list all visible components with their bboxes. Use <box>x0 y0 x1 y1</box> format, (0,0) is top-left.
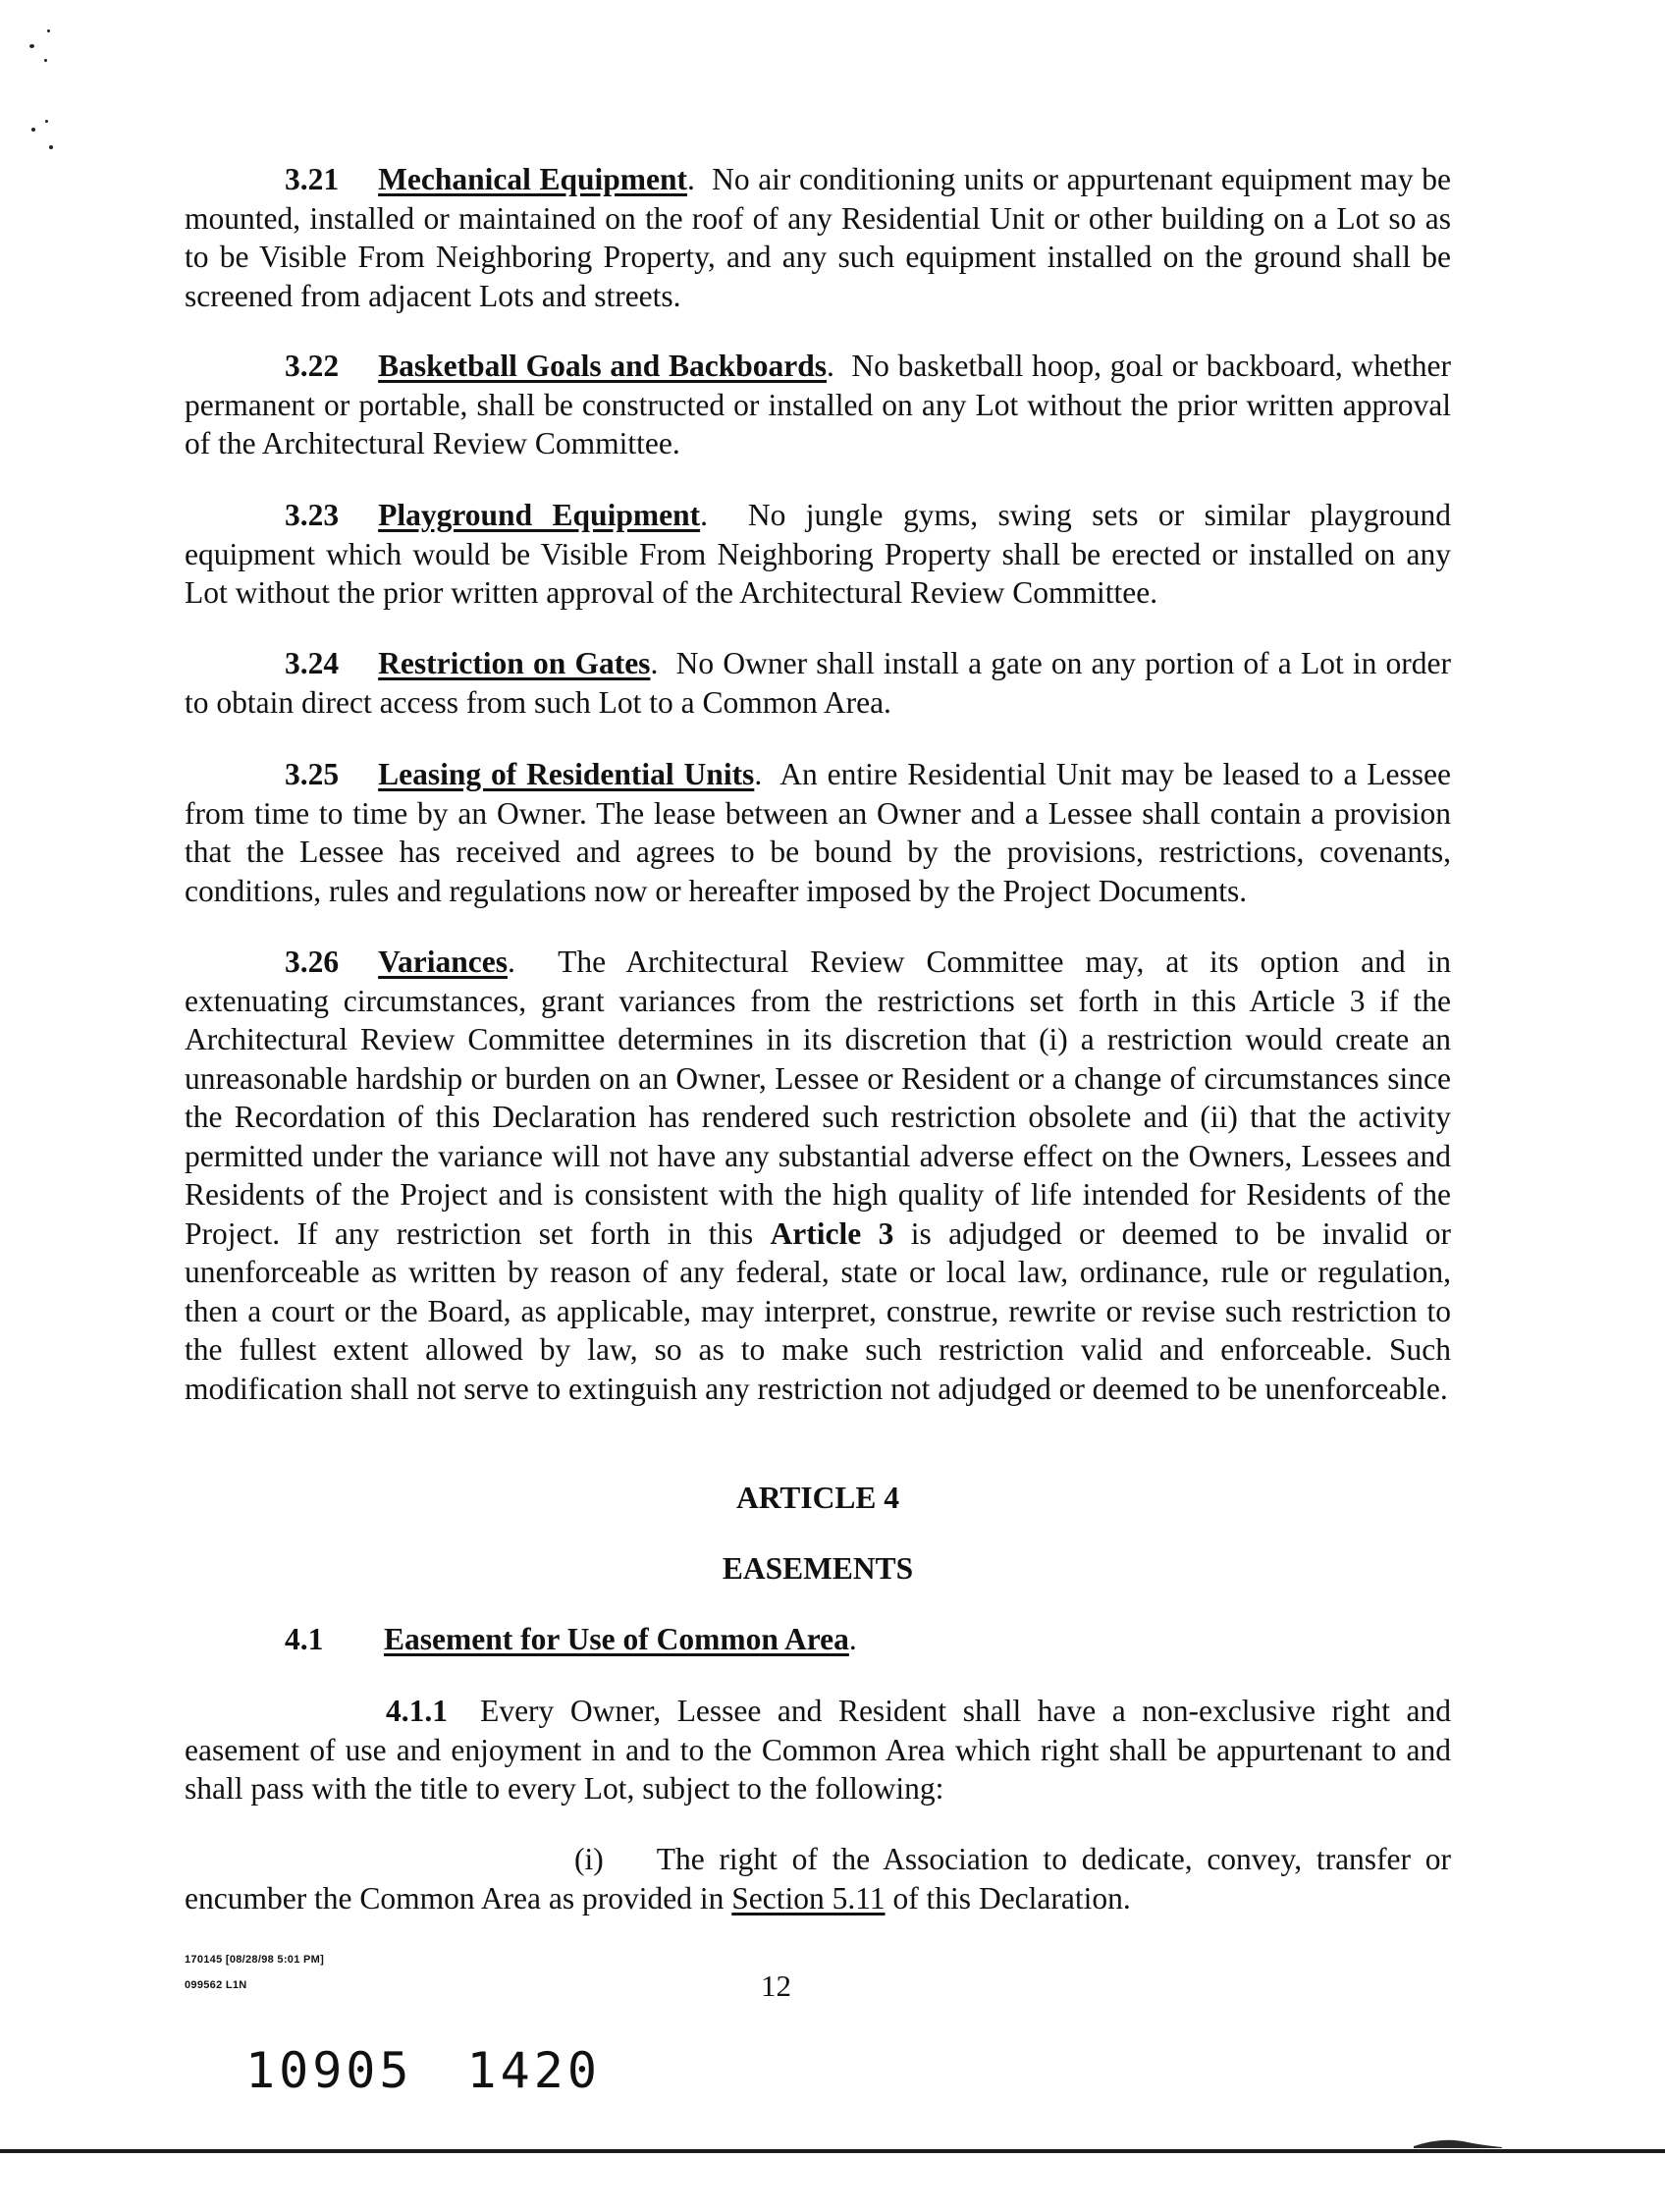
section-number: 3.23 <box>285 498 340 532</box>
item-marker: (i) <box>574 1842 604 1876</box>
page-number: 12 <box>761 1969 791 2003</box>
section-text: No Owner shall install a gate on any portion of a Lot in order to obtain direct access from such Lot to a Common Area. <box>185 646 1452 720</box>
item-i <box>185 1840 1451 1917</box>
scan-speck <box>47 29 50 32</box>
scan-speck <box>49 145 53 149</box>
section-heading: Playground Equipment <box>378 498 701 532</box>
section-heading: Easement for Use of Common Area <box>384 1622 849 1656</box>
item-text-continued: of this Declaration. <box>892 1880 1131 1915</box>
section-heading: Mechanical Equipment <box>378 162 687 196</box>
section-number: 3.22 <box>285 349 340 383</box>
page-bottom-rule <box>0 2149 1665 2153</box>
section-3-22: 3.22 Basketball Goals and Backboards. No basketball hoop, goal or backboard, whether permanent or portable, shall be constructed or installed on any Lot without the prior written approval of the Architectural Review Committee. <box>185 349 1451 460</box>
item-text: The right of the Association to dedicate, convey, transfer or encumber the Common Area as provided in <box>185 1842 1451 1915</box>
recording-page: 1420 <box>466 2042 601 2099</box>
section-text-continued: is adjudged or deemed to be invalid or unenforceable as written by reason of any federal, state or local law, ordinance, rule or regulation, then a court or the Board, as applicable, may interpret, construe, rewrite or revise such restriction to the fullest extent allowed by law, so as to make such restriction valid and enforceable. Such modification shall not serve to extinguish any restriction not adjudged or deemed to be unenforceable. <box>185 1215 1452 1406</box>
section-heading: Restriction on Gates <box>378 646 651 680</box>
section-number: 3.26 <box>285 944 340 979</box>
section-4-1: 4.1 Easement for Use of Common Area. <box>285 1620 857 1659</box>
section-number: 4.1.1 <box>386 1694 448 1728</box>
section-number: 3.21 <box>285 162 340 196</box>
section-number: 3.24 <box>285 646 340 680</box>
scan-speck <box>45 120 48 123</box>
section-text: An entire Residential Unit may be leased to a Lessee from time to time by an Owner. The lease between an Owner and a Lessee shall contain a provision that the Lessee has received and agrees to be bound by the provisions, restrictions, covenants, conditions, rules and regulations now or hereafter imposed by the Project Documents. <box>185 757 1452 908</box>
section-3-24: 3.24 Restriction on Gates. No Owner shall install a gate on any portion of a Lot in order to obtain direct access from such Lot to a Common Area. <box>185 646 1452 720</box>
scan-smudge <box>1414 2129 1502 2148</box>
section-number: 4.1 <box>285 1622 324 1656</box>
section-text: No basketball hoop, goal or backboard, whether permanent or portable, shall be constructed or installed on any Lot without the prior written approval of the Architectural Review Committee. <box>185 349 1451 460</box>
section-text: The Architectural Review Committee may, at its option and in extenuating circumstances, grant variances from the restrictions set forth in this Article 3 if the Architectural Review Committee determines in its discretion that (i) a restriction would create an unreasonable hardship or burden on an Owner, Lessee or Resident or a change of circumstances since the Recordation of this Declaration has rendered such restriction obsolete and (ii) that the activity permitted under the variance will not have any substantial adverse effect on the Owners, Lessees and Residents of the Project and is consistent with the high quality of life intended for Residents of the Project. If any restriction set forth in this <box>185 944 1451 1251</box>
section-heading: Leasing of Residential Units <box>378 757 755 791</box>
section-text: No air conditioning units or appurtenant equipment may be mounted, installed or maintained on the roof of any Residential Unit or other building on a Lot so as to be Visible From Neighboring Property, and any such equipment installed on the ground shall be screened from adjacent Lots and streets. <box>185 162 1452 313</box>
section-reference: Section 5.11 <box>731 1880 886 1915</box>
section-heading: Basketball Goals and Backboards <box>378 349 828 383</box>
article-subtitle: EASEMENTS <box>722 1551 914 1586</box>
section-text: Every Owner, Lessee and Resident shall have a non-exclusive right and easement of use and enjoyment in and to the Common Area which right shall be appurtenant to and shall pass with the title to every Lot, subject to the following: <box>185 1694 1451 1806</box>
scan-speck <box>29 44 34 48</box>
article-title: ARTICLE 4 <box>735 1481 900 1515</box>
recording-stamp <box>245 2042 601 2099</box>
section-3-21: 3.21 Mechanical Equipment. No air conditioning units or appurtenant equipment may be mounted, installed or maintained on the roof of any Residential Unit or other building on a Lot so as to be Visible From Neighboring Property, and any such equipment installed on the ground shall be screened from adjacent Lots and streets. <box>185 162 1452 313</box>
section-3-23: 3.23 Playground Equipment. No jungle gyms, swing sets or similar playground equipment which would be Visible From Neighboring Property shall be erected or installed on any Lot without the prior written approval of the Architectural Review Committee. <box>185 498 1452 610</box>
section-heading: Variances <box>378 944 508 979</box>
section-3-25: 3.25 Leasing of Residential Units. An entire Residential Unit may be leased to a Lessee from time to time by an Owner. The lease between an Owner and a Lessee shall contain a provision that the Lessee has received and agrees to be bound by the provisions, restrictions, covenants, conditions, rules and regulations now or hereafter imposed by the Project Documents. <box>185 757 1452 908</box>
section-4-1-1 <box>185 1692 1451 1808</box>
document-id: 170145 [08/28/98 5:01 PM] <box>185 1954 325 1966</box>
recording-book: 10905 <box>245 2042 413 2099</box>
scan-speck <box>31 128 35 132</box>
section-number: 3.25 <box>285 757 340 791</box>
section-3-26: 3.26 Variances. The Architectural Review Committee may, at its option and in extenuating circumstances, grant variances from the restrictions set forth in this Article 3 if the Architectural Review Committee determines in its discretion that (i) a restriction would create an unreasonable hardship or burden on an Owner, Lessee or Resident or a change of circumstances since the Recordation of this Declaration has rendered such restriction obsolete and (ii) that the activity permitted under the variance will not have any substantial adverse effect on the Owners, Lessees and Residents of the Project and is consistent with the high quality of life intended for Residents of the Project. If any restriction set forth in this Article 3 is adjudged or deemed to be invalid or unenforceable as written by reason of any federal, state or local law, ordinance, rule or regulation, then a court or the Board, as applicable, may interpret, construe, rewrite or revise such restriction to the fullest extent allowed by law, so as to make such restriction valid and enforceable. Such modification shall not serve to extinguish any restriction not adjudged or deemed to be unenforceable. <box>185 944 1452 1406</box>
section-text: No jungle gyms, swing sets or similar playground equipment which would be Visible From Neighboring Property shall be erected or installed on any Lot without the prior written approval of the Architectural Review Committee. <box>185 498 1452 610</box>
scan-speck <box>44 59 47 62</box>
file-code: 099562 L1N <box>185 1979 247 1991</box>
article-reference: Article 3 <box>770 1215 894 1251</box>
